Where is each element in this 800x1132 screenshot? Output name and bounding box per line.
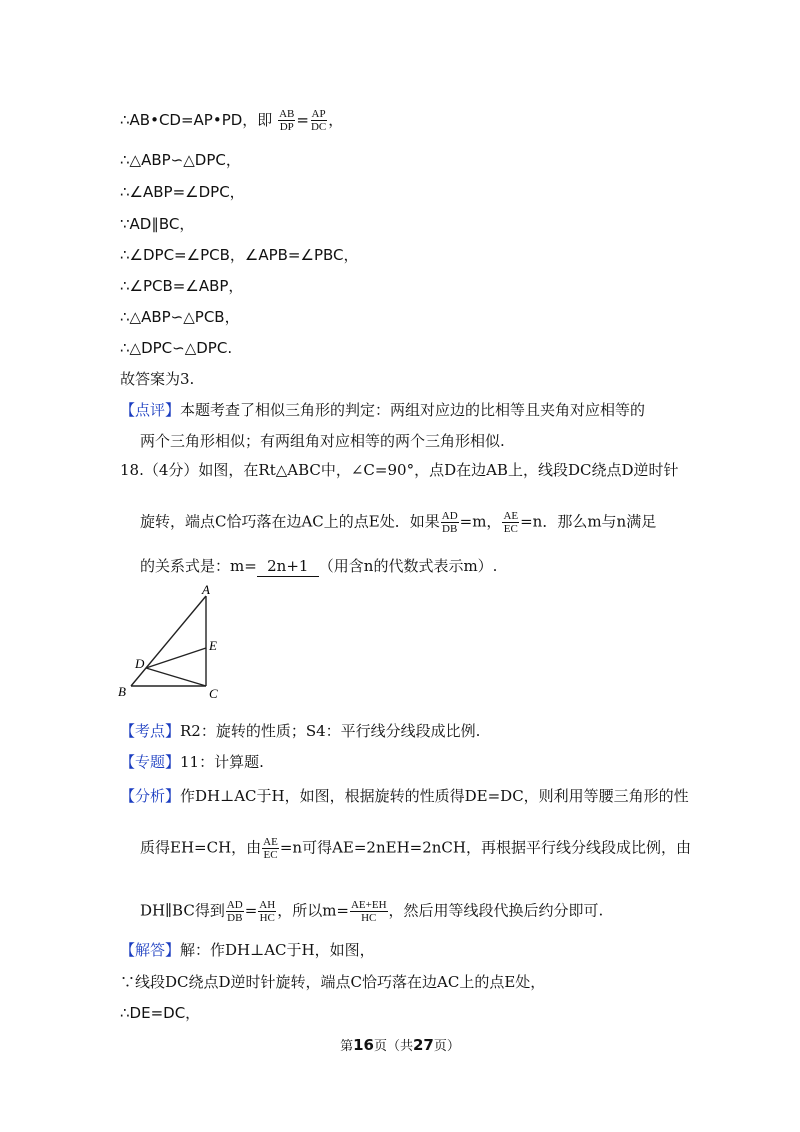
fraction-ap-dc xyxy=(310,108,327,133)
comment-text-2: 两个三角形相似；有两组角对应相等的两个三角形相似. xyxy=(140,432,505,450)
text: 页） xyxy=(433,1039,460,1054)
answer-blank: 2n+1 xyxy=(257,556,319,577)
comment-section xyxy=(120,400,645,420)
proof-line-5: ∴∠DPC=∠PCB，∠APB=∠PBC， xyxy=(120,246,359,264)
equals-sign: = xyxy=(296,111,309,129)
text: 旋转，端点C恰巧落在边AC上的点E处．如果 xyxy=(140,512,440,531)
numerator: AE+EH xyxy=(350,899,387,911)
fraction-ae-eh-hc xyxy=(350,899,388,924)
numerator: AH xyxy=(259,899,276,911)
denominator: HC xyxy=(259,912,275,924)
zhuanti-section xyxy=(120,752,264,772)
label-d: D xyxy=(135,656,145,671)
proof-line-6: ∴∠PCB=∠ABP， xyxy=(120,277,244,295)
proof-line-8: ∴△DPC∽△DPC. xyxy=(120,339,233,357)
text: 页（共 xyxy=(373,1039,413,1054)
fenxi-label: 【分析】 xyxy=(120,787,181,805)
text: =n．那么m与n满足 xyxy=(520,512,657,531)
jieda-text-2: ∵线段DC绕点D逆时针旋转，端点C恰巧落在边AC上的点E处， xyxy=(120,973,546,991)
text: （用含n的代数式表示m）. xyxy=(318,557,498,575)
comment-text-1: 本题考查了相似三角形的判定：两组对应边的比相等且夹角对应相等的 xyxy=(180,401,646,419)
denominator: DC xyxy=(310,121,327,133)
text: ，然后用等线段代换后约分即可. xyxy=(388,901,604,920)
fenxi-line-2 xyxy=(140,836,691,861)
numerator: AD xyxy=(226,899,243,911)
text: 质得EH=CH，由 xyxy=(140,838,262,857)
jieda-text-3: ∴DE=DC， xyxy=(120,1004,201,1022)
page-footer xyxy=(0,1035,800,1054)
proof-line-3: ∴∠ABP=∠DPC， xyxy=(120,183,245,201)
numerator: AP xyxy=(311,108,326,120)
comment-label: 【点评】 xyxy=(120,401,181,419)
proof-line-7: ∴△ABP∽△PCB， xyxy=(120,308,240,326)
fraction-ae-ec xyxy=(262,836,279,861)
text: 第 xyxy=(340,1039,354,1054)
page-number: 16 xyxy=(353,1036,374,1054)
label-a: A xyxy=(202,582,210,597)
proof-line-1 xyxy=(120,108,343,133)
proof-line-4: ∵AD∥BC， xyxy=(120,215,195,233)
equals-sign: = xyxy=(244,901,258,920)
denominator: DB xyxy=(227,912,243,924)
numerator: AE xyxy=(263,836,278,848)
fenxi-line-3 xyxy=(140,899,603,924)
jieda-text-1: 解：作DH⊥AC于H，如图， xyxy=(180,941,375,959)
kaodian-section xyxy=(120,721,480,741)
text: ，所以m= xyxy=(277,901,349,920)
kaodian-label: 【考点】 xyxy=(120,722,181,740)
text: =m， xyxy=(459,512,502,531)
jieda-label: 【解答】 xyxy=(120,941,181,959)
label-c: C xyxy=(209,686,218,701)
jieda-section xyxy=(120,940,375,960)
page-total: 27 xyxy=(413,1036,434,1054)
fraction-ad-db xyxy=(226,899,244,924)
fraction-ad-db xyxy=(441,510,459,535)
text: 的关系式是：m= xyxy=(140,557,257,575)
fraction-ae-ec xyxy=(502,510,519,535)
comma: ， xyxy=(328,111,344,129)
numerator: AD xyxy=(441,510,458,522)
proof-text: ∴AB•CD=AP•PD，即 xyxy=(120,111,273,129)
numerator: AE xyxy=(503,510,519,522)
segment-dc xyxy=(146,668,206,686)
question-18-line-1: 18.（4分）如图，在Rt△ABC中，∠C=90°，点D在边AB上，线段DC绕点D逆时针 xyxy=(120,461,679,479)
fenxi-text-1: 作DH⊥AC于H，如图，根据旋转的性质得DE=DC，则利用等腰三角形的性 xyxy=(180,787,689,805)
label-e: E xyxy=(209,638,217,653)
denominator: EC xyxy=(263,849,278,861)
denominator: HC xyxy=(361,912,377,924)
question-18-line-3 xyxy=(140,556,497,577)
fenxi-section xyxy=(120,786,689,806)
answer-line: 故答案为3. xyxy=(120,370,195,388)
denominator: DB xyxy=(442,523,458,535)
zhuanti-label: 【专题】 xyxy=(120,753,181,771)
kaodian-text: R2：旋转的性质；S4：平行线分线段成比例. xyxy=(180,722,481,740)
triangle-figure xyxy=(115,582,235,702)
numerator: AB xyxy=(279,108,295,120)
question-18-line-2 xyxy=(140,510,656,535)
text: DH∥BC得到 xyxy=(140,901,225,920)
denominator: EC xyxy=(503,523,518,535)
side-ab xyxy=(131,596,206,686)
denominator: DP xyxy=(279,121,294,133)
fraction-ah-hc xyxy=(258,899,276,924)
label-b: B xyxy=(118,684,126,699)
proof-line-2: ∴△ABP∽△DPC， xyxy=(120,151,241,169)
text: =n可得AE=2nEH=2nCH，再根据平行线分线段成比例，由 xyxy=(279,838,691,857)
zhuanti-text: 11：计算题. xyxy=(180,753,264,771)
fraction-ab-dp xyxy=(278,108,295,133)
